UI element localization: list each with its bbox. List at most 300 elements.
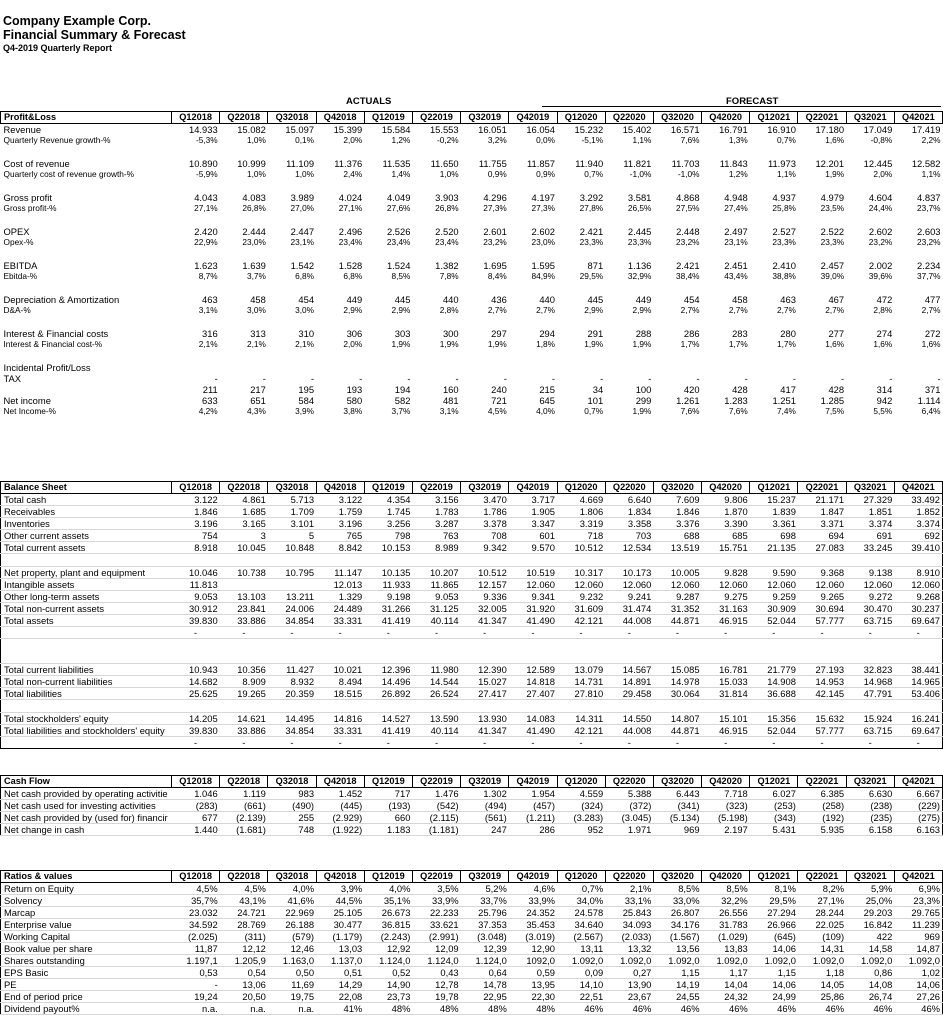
value-cell: 1,1% [777,169,796,179]
value-cell: 9.232 [557,591,605,603]
value-cell: 31.814 [702,688,750,700]
value-cell: 16.054 [526,124,555,135]
spacer-cell [172,146,220,158]
value-cell: 14,08 [846,979,894,991]
value-cell: 14.496 [364,676,412,688]
row-label: Total liabilities and stockholders' equity [1,725,172,737]
value-cell: 6.630 [846,788,894,800]
value-cell: 9.053 [412,591,460,603]
value-cell: 1.124,0 [364,955,412,967]
value-cell: (3.283) [557,812,605,824]
row-label: Total current liabilities [1,664,172,676]
value-cell: 23,0% [242,237,266,247]
value-cell: 1092,0 [509,955,557,967]
row-other-current-assets [1,530,943,542]
value-cell: 15.751 [702,542,750,554]
value-cell: 3 [220,530,268,542]
column-header: Q42020 [702,871,750,883]
value-cell: 24.352 [509,907,557,919]
row-inventories [1,518,943,530]
value-cell: 1.302 [461,788,509,800]
value-cell: 4.979 [820,192,845,203]
value-cell: 23,2% [676,237,700,247]
value-cell: 2.457 [820,260,845,271]
row-interest-financial-cost [1,339,943,350]
column-header: Q32021 [846,112,894,124]
value-cell: 2.447 [290,226,315,237]
row-interest-financial-costs [1,328,943,339]
value-cell: 12.445 [863,158,893,169]
value-cell: 15.632 [798,713,846,725]
value-cell: 458 [250,294,266,305]
value-cell: 1,7% [680,339,700,349]
value-cell: 272 [924,328,941,339]
value-cell: 6.667 [894,788,942,800]
value-cell: 0,7% [557,883,605,895]
value-cell: - [364,737,412,749]
value-cell: 31.163 [702,603,750,615]
value-cell: 10.173 [605,567,653,579]
value-cell: 33.492 [894,494,942,506]
value-cell: 1.852 [894,506,942,518]
section-title: Ratios & values [1,871,172,883]
value-cell: 2,0% [343,339,363,349]
value-cell: (1.179) [316,931,364,943]
value-cell [846,362,894,373]
value-cell: 10.005 [653,567,701,579]
spacer-cell [894,282,942,294]
spacer-cell [316,554,364,567]
value-cell [316,362,364,373]
value-cell: (3.048) [461,931,509,943]
value-cell: 4.861 [220,494,268,506]
value-cell [509,362,557,373]
row-label: Solvency [1,895,172,907]
row-label: Total current assets [1,542,172,554]
value-cell: 41.419 [364,725,412,737]
value-cell: 8.910 [894,567,942,579]
value-cell: 8.842 [316,542,364,554]
spacer-cell [557,214,605,226]
value-cell: 1,9% [825,169,845,179]
value-cell: 11.427 [268,664,316,676]
value-cell: (2.991) [412,931,460,943]
value-cell: 14.311 [557,713,605,725]
value-cell: 20.359 [268,688,316,700]
spacer-cell [702,350,750,362]
value-cell: 2.002 [868,260,893,271]
column-header: Q22018 [220,776,268,788]
value-cell: 14,78 [461,979,509,991]
value-cell: 33,0% [653,895,701,907]
value-cell: 2.420 [194,226,218,237]
column-header: Q42019 [509,871,557,883]
value-cell: 43,1% [220,895,268,907]
value-cell: 481 [442,395,459,406]
row-gross-profit [1,203,943,214]
spacer-cell [653,700,701,713]
spacer-cell [364,350,412,362]
value-cell: 1.092,0 [750,955,798,967]
value-cell: 1,9% [632,406,652,416]
value-cell: - [461,737,509,749]
column-header: Q12019 [364,776,412,788]
spacer-cell [798,248,846,260]
value-cell: 9.138 [846,567,894,579]
spacer-cell [509,282,557,294]
value-cell: 2,8% [873,305,893,315]
value-cell: 14,58 [846,943,894,955]
spacer-cell [316,248,364,260]
value-cell: 16.910 [767,124,796,135]
row-total-cash [1,494,943,506]
value-cell: 12,78 [412,979,460,991]
value-cell: 274 [876,328,893,339]
profit-loss-section [0,111,943,417]
spacer-cell [461,316,509,328]
value-cell: 2,1% [605,883,653,895]
value-cell [461,362,509,373]
value-cell: - [557,627,605,639]
value-cell: - [605,627,653,639]
value-cell: 12.060 [846,579,894,591]
value-cell: 0,0% [536,135,555,145]
value-cell: 1.806 [557,506,605,518]
value-cell: 21.135 [750,542,798,554]
value-cell: 37.353 [461,919,509,931]
value-cell: 2.410 [772,260,796,271]
value-cell: 1.137,0 [316,955,364,967]
value-cell [702,362,750,373]
row-label: Net cash used for investing activities [1,800,172,812]
value-cell: 3.319 [557,518,605,530]
spacer-cell [557,554,605,567]
value-cell: 2,9% [343,305,363,315]
spacer-cell [798,639,846,652]
value-cell: 48% [364,1003,412,1015]
spacer-cell [605,700,653,713]
value-cell: 2,7% [536,305,555,315]
column-header: Q32018 [268,112,316,124]
value-cell: 12.060 [798,579,846,591]
value-cell: 47.791 [846,688,894,700]
value-cell: 25.843 [605,907,653,919]
value-cell: 303 [394,328,411,339]
column-header: Q42018 [316,482,364,494]
spacer-cell [364,651,412,664]
value-cell: (192) [798,812,846,824]
value-cell: -0,8% [870,135,893,145]
value-cell: (324) [557,800,605,812]
value-cell: 1,9% [487,339,507,349]
value-cell: 26,74 [846,991,894,1003]
value-cell: 10.356 [220,664,268,676]
value-cell: 39,6% [868,271,893,281]
spacer-cell [894,554,942,567]
value-cell: - [172,979,220,991]
spacer-cell [702,214,750,226]
value-cell: 9.241 [605,591,653,603]
spacer-cell [509,350,557,362]
spacer-cell [702,146,750,158]
value-cell: 10.519 [509,567,557,579]
value-cell: 4.948 [724,192,748,203]
value-cell: 698 [750,530,798,542]
value-cell: 12.396 [364,664,412,676]
value-cell: 969 [653,824,701,836]
value-cell: (561) [461,812,509,824]
value-cell: 26.892 [364,688,412,700]
value-cell: 1,0% [295,169,315,179]
spacer-cell [605,554,653,567]
value-cell: 23,67 [605,991,653,1003]
spacer-cell [750,282,798,294]
spacer-cell [894,214,942,226]
value-cell: (341) [653,800,701,812]
value-cell: 1.046 [172,788,220,800]
section-title: Profit&Loss [1,112,172,124]
value-cell: 10.890 [189,158,218,169]
value-cell: 33,9% [509,895,557,907]
spacer-cell [172,316,220,328]
value-cell: 765 [316,530,364,542]
value-cell: (1.681) [220,824,268,836]
value-cell: - [509,627,557,639]
spacer-cell [172,180,220,192]
value-cell: 8.494 [316,676,364,688]
value-cell: 16.791 [719,124,748,135]
value-cell: n.a. [268,1003,316,1015]
row-label: OPEX [3,226,30,237]
value-cell: 0,86 [846,967,894,979]
value-cell: 0,50 [268,967,316,979]
value-cell: 44,5% [316,895,364,907]
value-cell: 14,10 [557,979,605,991]
value-cell: 422 [846,931,894,943]
value-cell: 458 [732,294,748,305]
value-cell: -1,0% [629,169,652,179]
value-cell: 694 [798,530,846,542]
value-cell: 2.526 [386,226,411,237]
value-cell: 645 [539,395,555,406]
value-cell: 1.623 [194,260,218,271]
value-cell: 277 [828,328,845,339]
value-cell: 2,7% [777,305,796,315]
value-cell: 2,7% [487,305,507,315]
value-cell: 13.930 [461,713,509,725]
value-cell: (2.139) [220,812,268,824]
spacer-cell [412,350,460,362]
value-cell: 27,3% [531,203,555,213]
value-cell: 5,2% [461,883,509,895]
value-cell: 2.234 [917,260,941,271]
value-cell: 2,8% [439,305,459,315]
value-cell: - [702,737,750,749]
value-cell: (5.198) [702,812,750,824]
spacer-cell [557,180,605,192]
row-label: Net Income-% [3,406,57,416]
value-cell: 1.839 [750,506,798,518]
spacer-cell [172,350,220,362]
spacer-cell [316,282,364,294]
value-cell: 8.989 [412,542,460,554]
value-cell: 24.006 [268,603,316,615]
value-cell: 23,3% [579,237,604,247]
row-working-capital [1,931,943,943]
value-cell: - [696,373,700,384]
value-cell: 23,2% [916,237,941,247]
value-cell: (323) [702,800,750,812]
column-header: Q32020 [653,112,701,124]
spacer-cell [702,248,750,260]
spacer-cell [1,146,172,158]
value-cell: (645) [750,931,798,943]
row-total-non-current-assets [1,603,943,615]
value-cell: 4.837 [917,192,941,203]
value-cell: 2.527 [772,226,796,237]
spacer-cell [846,350,894,362]
value-cell: 11.843 [719,158,748,169]
value-cell: 8.918 [172,542,220,554]
value-cell: 2.421 [579,226,604,237]
value-cell: 25,8% [772,203,796,213]
value-cell: 27.193 [798,664,846,676]
row-label: Net cash provided by (used for) financir [1,812,172,824]
value-cell: (490) [268,800,316,812]
value-cell: 33.886 [220,615,268,627]
value-cell: (283) [172,800,220,812]
value-cell: 1,3% [728,135,748,145]
value-cell: 10.135 [364,567,412,579]
value-cell: 27.294 [750,907,798,919]
spacer-cell [220,282,268,294]
value-cell: 1,6% [825,135,845,145]
value-cell: 2,0% [343,135,363,145]
row-label: Net change in cash [1,824,172,836]
value-cell: 240 [491,384,507,395]
value-cell: 449 [346,294,363,305]
row-label: Shares outstanding [1,955,172,967]
spacer-cell [846,700,894,713]
spacer-cell [268,554,316,567]
value-cell: 7,4% [777,406,796,416]
header-row [1,112,943,124]
row-net-cash-provided-by-operating-activitie [1,788,943,800]
spacer-cell [702,554,750,567]
value-cell: 4.868 [676,192,700,203]
value-cell: 12.390 [461,664,509,676]
spacer-cell [509,146,557,158]
value-cell: 0,9% [536,169,555,179]
value-cell: 3.122 [172,494,220,506]
value-cell: 1,17 [702,967,750,979]
spacer-cell [364,316,412,328]
spacer-cell [894,700,942,713]
value-cell: 12,92 [364,943,412,955]
value-cell: 24,55 [653,991,701,1003]
value-cell: 11.821 [623,158,652,169]
value-cell: 12.060 [605,579,653,591]
value-cell: 7.718 [702,788,750,800]
value-cell: 31.920 [509,603,557,615]
value-cell: 10.317 [557,567,605,579]
spacer-cell [316,180,364,192]
value-cell: 14.965 [894,676,942,688]
spacer-cell [364,282,412,294]
value-cell: 193 [346,384,363,395]
spacer-cell [220,639,268,652]
spacer-cell [653,350,701,362]
value-cell: 4.559 [557,788,605,800]
value-cell: 46% [894,1003,942,1015]
value-cell: 1.595 [531,260,555,271]
column-header: Q22019 [412,112,460,124]
value-cell: 34.854 [268,725,316,737]
value-cell: 0,1% [295,135,315,145]
value-cell: 454 [298,294,315,305]
spacer-cell [702,651,750,664]
section-title: Balance Sheet [1,482,172,494]
value-cell: 40.114 [412,615,460,627]
value-cell: 8,7% [198,271,218,281]
column-header: Q12020 [557,112,605,124]
value-cell: 25,0% [846,895,894,907]
value-cell: - [744,373,748,384]
value-cell: n.a. [172,1003,220,1015]
column-header: Q32021 [846,482,894,494]
value-cell: 1,0% [439,169,459,179]
value-cell: 8,4% [487,271,507,281]
spacer-cell [172,214,220,226]
spacer-cell [798,282,846,294]
spacer-cell [461,282,509,294]
value-cell: 12.060 [894,579,942,591]
value-cell: 3.196 [172,518,220,530]
value-cell: 10.512 [461,567,509,579]
value-cell: 25,86 [798,991,846,1003]
value-cell: 22,51 [557,991,605,1003]
column-header: Q12019 [364,112,412,124]
value-cell: 14.968 [846,676,894,688]
spacer-cell [509,639,557,652]
value-cell: 871 [587,260,604,271]
spacer-cell [653,248,701,260]
value-cell: -5,9% [196,169,218,179]
value-cell: - [557,737,605,749]
value-cell: 69.647 [894,615,942,627]
value-cell: 1,2% [391,135,411,145]
spacer-cell [461,248,509,260]
value-cell: 718 [557,530,605,542]
value-cell: 2,1% [295,339,315,349]
value-cell: 9.053 [172,591,220,603]
column-header: Q32018 [268,482,316,494]
value-cell: 1.639 [242,260,266,271]
value-cell: 633 [202,395,218,406]
value-cell: 27.417 [461,688,509,700]
row-label: Return on Equity [1,883,172,895]
value-cell: - [268,627,316,639]
row-label: Incidental Profit/Loss [3,362,91,373]
value-cell: 1,9% [584,339,604,349]
value-cell: 11.813 [172,579,220,591]
spacer-cell [798,214,846,226]
value-cell: 440 [442,294,459,305]
value-cell: 11,87 [172,943,220,955]
spacer-cell [461,639,509,652]
value-cell: 651 [250,395,266,406]
row-total-liabilities-and-stockholders-equity [1,725,943,737]
